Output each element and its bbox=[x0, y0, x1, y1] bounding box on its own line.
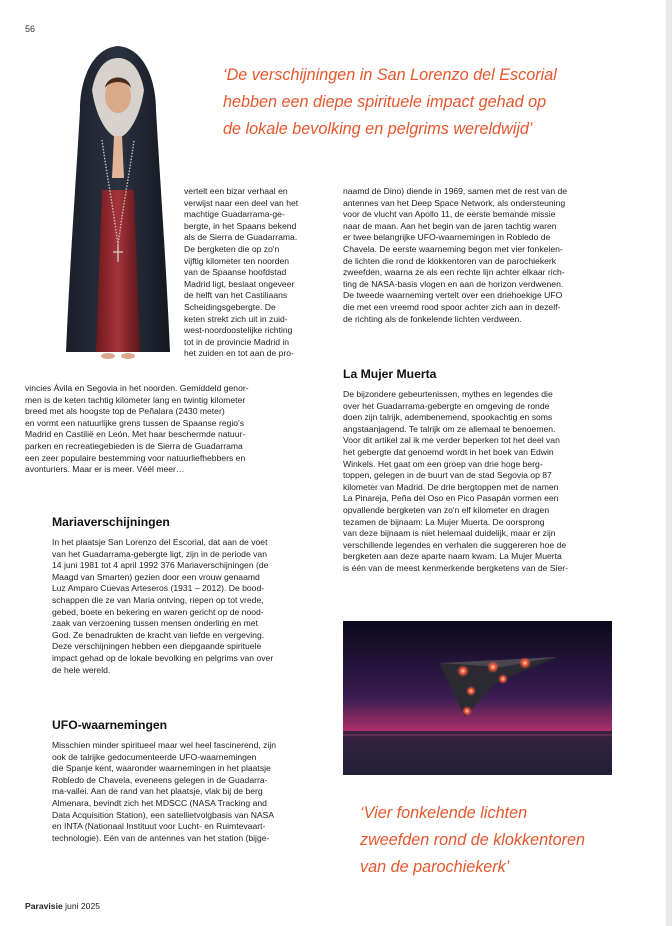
text-line: schappen die ze van Maria ontving, riepen op tot vrede, bbox=[52, 594, 264, 605]
text-line: tezamen de bijnaam: La Mujer Muerta. De oorsprong bbox=[343, 516, 545, 527]
text-line: technologie). Eén van de antennes van het station (bijge- bbox=[52, 832, 270, 843]
text-line: Madrid en Castilië en León. Met haar beschermde natuur- bbox=[25, 429, 246, 440]
text-line: De bijzondere gebeurtenissen, mythes en legendes die bbox=[343, 389, 553, 399]
section-heading-maria: Mariaverschijningen bbox=[52, 515, 170, 529]
intro-wrapped-text bbox=[184, 186, 298, 360]
text-line: van de Spaanse hoofdstad bbox=[184, 267, 287, 278]
text-line: het gebergte dat genoemd wordt in het boek van Edwin bbox=[343, 446, 554, 457]
text-line: voor de vlucht van Apollo 11, de eerste bemande missie bbox=[343, 209, 556, 220]
pullquote-line: ‘Vier fonkelende lichten bbox=[360, 804, 528, 822]
text-line: ting de NASA-basis vlogen en aan de horizon verdwenen. bbox=[343, 278, 564, 289]
text-line: vertelt een bizar verhaal en bbox=[184, 186, 288, 196]
text-line: en INTA (Nationaal Instituut voor Lucht- en Ruimtevaart- bbox=[52, 821, 266, 832]
text-line: avonturiers. Maar er is meer. Véél meer… bbox=[25, 464, 185, 475]
text-line: Data Acquisition Station), een satellietvolgbasis van NASA bbox=[52, 809, 275, 820]
text-line: antennes van het Deep Space Network, als ondersteuning bbox=[343, 197, 566, 208]
intro-full-text bbox=[25, 383, 249, 476]
text-line: Madrid ligt, beslaat ongeveer bbox=[184, 278, 295, 289]
pullquote-bottom bbox=[360, 800, 585, 881]
text-line: Deze verschijningen hebben een diepgaande spirituele bbox=[52, 641, 262, 652]
text-line: impact gehad op de lokale bevolking en pelgrims van over bbox=[52, 652, 274, 663]
text-line: kilometer van Madrid. De drie bergtoppen met de namen bbox=[343, 481, 559, 492]
footer-brand: Paravisie bbox=[25, 901, 63, 911]
text-line: de helft van het Castiliaans bbox=[184, 290, 288, 301]
text-line: verschillende legendes en verhalen die suggereren hoe de bbox=[343, 539, 567, 550]
section-heading-mujer-muerta: La Mujer Muerta bbox=[343, 367, 437, 381]
ufo-text-continued bbox=[343, 186, 567, 325]
text-line: als de Sierra de Guadarrama. bbox=[184, 232, 298, 243]
text-line: en vormt een natuurlijke grens tussen de Spaanse regio's bbox=[25, 417, 245, 428]
pullquote-line: de lokale bevolking en pelgrims wereldwijd’ bbox=[223, 120, 533, 138]
text-line: bergte, in het Spaans bekend bbox=[184, 220, 297, 231]
text-line: verwijst naar een deel van het bbox=[184, 197, 299, 208]
text-line: zaak van verzoening tussen mensen onderling en met bbox=[52, 618, 258, 629]
text-line: bergketen aan deze aparte naam kwam. La Mujer Muerta bbox=[343, 551, 562, 562]
maria-text bbox=[52, 537, 273, 676]
text-line: vincies Ávila en Segovia in het noorden. Gemiddeld genor- bbox=[25, 383, 249, 393]
text-line: naamd de Dino) diende in 1969, samen met de rest van de bbox=[343, 186, 568, 196]
text-line: naar de maan. Aan het begin van de jaren tachtig waren bbox=[343, 220, 557, 231]
text-line: vijftig kilometer ten noorden bbox=[184, 255, 290, 266]
text-line: Misschien minder spiritueel maar wel heel fascinerend, zijn bbox=[52, 740, 277, 750]
text-line: breed met als hoogste top de Peñalara (2430 meter) bbox=[25, 406, 225, 417]
text-line: ma-vallei. Aan de rand van het plaatsje, vlak bij de berg bbox=[52, 786, 263, 797]
text-line: toppen, gelegen in de buurt van de stad Segovia op 87 bbox=[343, 470, 552, 481]
text-line: ook de talrijke gedocumenteerde UFO-waarnemingen bbox=[52, 751, 257, 762]
text-line: Robledo de Chavela, eveneens gelegen in de Guadarra- bbox=[52, 774, 268, 785]
text-line: tot in de provincie Madrid in bbox=[184, 336, 290, 347]
text-line: De tweede waarneming vertelt over een driehoekige UFO bbox=[343, 290, 563, 301]
text-line: opvallende bergketen van zo'n elf kilometer en dragen bbox=[343, 504, 550, 515]
pullquote-line: van de parochiekerk’ bbox=[360, 858, 510, 876]
text-line: zweefden, waarna ze als een rechte lijn achter elkaar rich- bbox=[343, 267, 565, 278]
text-line: de richting als de fonkelende lichten verdween. bbox=[343, 313, 522, 324]
page-edge bbox=[666, 0, 672, 926]
text-line: die Spanje kent, waaronder waarnemingen in het plaatsje bbox=[52, 763, 271, 774]
text-line: is één van de meest kenmerkende bergketens van de Sier- bbox=[343, 562, 568, 573]
footer-issue: juni 2025 bbox=[65, 901, 101, 911]
text-line: Luz Amparo Cuevas Arteseros (1931 – 2012). De bood- bbox=[52, 583, 265, 594]
footer bbox=[25, 901, 100, 911]
text-line: van het Guadarrama-gebergte ligt, zijn in de periode van bbox=[52, 548, 267, 559]
text-line: Almenara, bevindt zich het MDSCC (NASA Tracking and bbox=[52, 797, 267, 808]
text-line: een zeer populaire bestemming voor natuurliefhebbers en bbox=[25, 452, 246, 463]
text-line: 14 juni 1981 tot 4 april 1992 376 Mariaverschijningen (de bbox=[52, 560, 269, 571]
pullquote-line: zweefden rond de klokkentoren bbox=[360, 831, 585, 849]
madonna-illustration bbox=[62, 40, 174, 370]
text-line: gebed, boete en bekering en waren gericht op de nood- bbox=[52, 606, 264, 617]
text-line: God. Ze benadrukten de kracht van liefde en vergeving. bbox=[52, 629, 265, 640]
text-line: keten strekt zich uit in zuid- bbox=[184, 313, 288, 324]
text-line: Chavela. De eerste waarneming begon met vier fonkelen- bbox=[343, 243, 563, 254]
text-line: west-noordoostelijke richting bbox=[184, 325, 293, 336]
text-line: De bergketen die op zo'n bbox=[184, 243, 280, 254]
section-heading-ufo: UFO-waarnemingen bbox=[52, 718, 168, 732]
text-line: doen zijn talrijk, adembenemend, spookachtig en soms bbox=[343, 412, 553, 423]
pullquote-line: ‘De verschijningen in San Lorenzo del Escorial bbox=[223, 66, 557, 84]
mujer-muerta-text bbox=[343, 389, 568, 575]
text-line: over het Guadarrama-gebergte en omgeving de ronde bbox=[343, 400, 550, 411]
text-line: het zuiden en tot aan de pro- bbox=[184, 348, 294, 359]
text-line: van deze bijnaam is niet helemaal duidelijk, maar er zijn bbox=[343, 528, 556, 539]
text-line: de hele wereld. bbox=[52, 664, 111, 675]
pullquote-top bbox=[223, 62, 557, 143]
text-line: In het plaatsje San Lorenzo del Escorial, dat aan de voet bbox=[52, 537, 268, 547]
text-line: Winkels. Het gaat om een groep van drie hoge berg- bbox=[343, 458, 543, 469]
text-line: de lichten die rond de klokkentoren van de parochiekerk bbox=[343, 255, 557, 266]
text-line: La Pinareja, Peña del Oso en Pico Pasapán vormen een bbox=[343, 493, 559, 504]
ufo-text bbox=[52, 740, 276, 844]
text-line: er twee belangrijke UFO-waarnemingen in Robledo de bbox=[343, 232, 551, 243]
text-line: men is de keten tachtig kilometer lang en twintig kilometer bbox=[25, 394, 246, 405]
text-line: angstaanjagend. Te talrijk om ze allemaal te benoemen. bbox=[343, 423, 556, 434]
text-line: Maagd van Smarten) gezien door een vrouw genaamd bbox=[52, 571, 260, 582]
ufo-photo bbox=[343, 621, 612, 775]
page-number: 56 bbox=[25, 24, 36, 34]
text-line: Voor dit artikel zal ik me verder beperken tot het deel van bbox=[343, 435, 560, 446]
text-line: machtige Guadarrama-ge- bbox=[184, 209, 285, 220]
text-line: parken en recreatiegebieden is de Sierra de Guadarrama bbox=[25, 440, 243, 451]
text-line: die met een vreemd rood spoor achter zich aan in dezelf- bbox=[343, 301, 561, 312]
text-line: Scheidingsgebergte. De bbox=[184, 301, 276, 312]
pullquote-line: hebben een diepe spirituele impact gehad op bbox=[223, 93, 547, 111]
